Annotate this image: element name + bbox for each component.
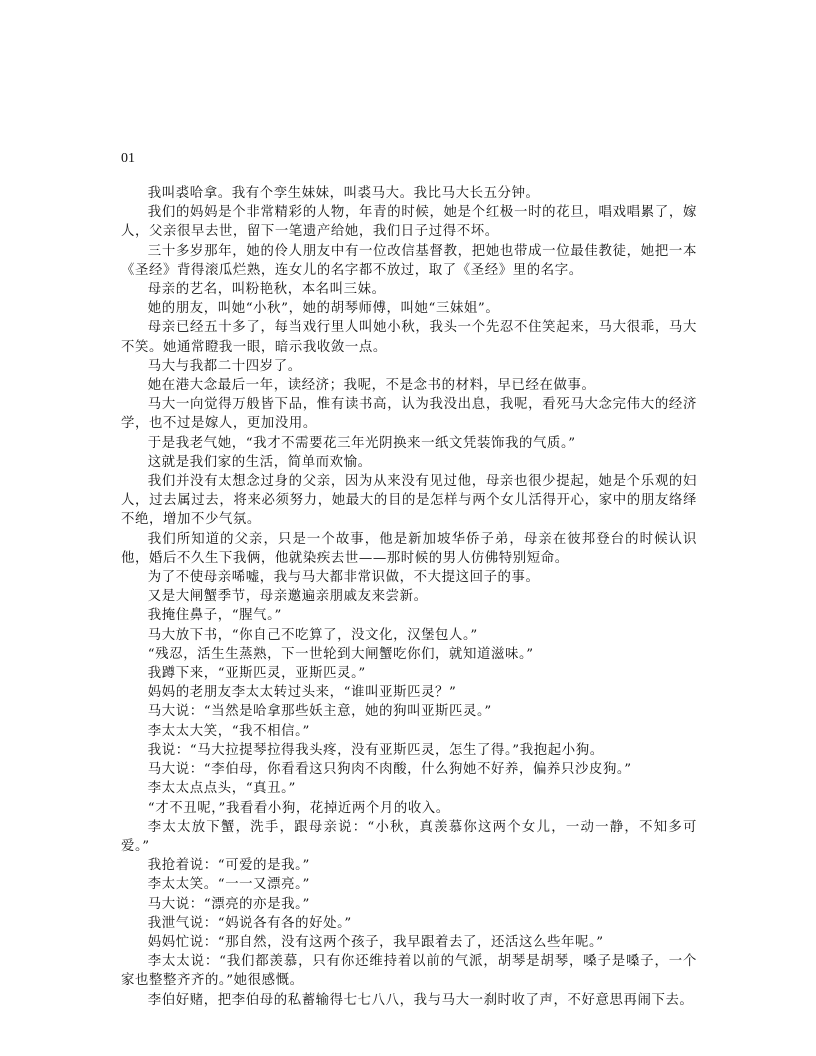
paragraph: 我抢着说：“可爱的是我。” bbox=[147, 858, 310, 874]
body-text bbox=[121, 184, 697, 1010]
paragraph: 母亲的艺名，叫粉艳秋，本名叫三妹。 bbox=[147, 282, 386, 298]
paragraph: 我蹲下来，“亚斯匹灵，亚斯匹灵。” bbox=[147, 666, 366, 682]
paragraph: 我叫裘哈拿。我有个孪生妹妹，叫裘马大。我比马大长五分钟。 bbox=[147, 186, 540, 201]
paragraph: 马大说：“漂亮的亦是我。” bbox=[147, 896, 310, 912]
paragraph: 妈妈的老朋友李太太转过头来，“谁叫亚斯匹灵？” bbox=[147, 685, 457, 701]
paragraph: 我们所知道的父亲，只是一个故事，他是新加坡华侨子弟，母亲在彼邦登台的时候认识他，婚后不久生下我俩，他就染疾去世——那时候的男人仿佛特别短命。 bbox=[121, 531, 697, 566]
paragraph: 李太太点点头，“真丑。” bbox=[147, 781, 296, 797]
paragraph: 于是我老气她，“我才不需要花三年光阴换来一纸文凭装饰我的气质。” bbox=[147, 435, 576, 451]
chapter-number: 01 bbox=[121, 151, 135, 166]
paragraph: 马大与我都二十四岁了。 bbox=[147, 358, 302, 374]
paragraph: 我泄气说：“妈说各有各的好处。” bbox=[147, 915, 352, 931]
paragraph: 又是大闸蟹季节，母亲邀遍亲朋戚友来尝新。 bbox=[147, 589, 428, 605]
paragraph: 我们的妈妈是个非常精彩的人物，年青的时候，她是个红极一时的花旦，唱戏唱累了，嫁人，父亲很早去世，留下一笔遗产给她，我们日子过得不坏。 bbox=[121, 205, 697, 240]
paragraph: 我们并没有太想念过身的父亲，因为从来没有见过他，母亲也很少提起，她是个乐观的妇人，过去属过去，将来必须努力，她最大的目的是怎样与两个女儿活得开心，家中的朋友络绎不绝，增加不少气氛。 bbox=[121, 474, 697, 528]
paragraph: 为了不使母亲唏嘘，我与马大都非常识做，不大提这回子的事。 bbox=[147, 570, 540, 586]
paragraph: 母亲已经五十多了，每当戏行里人叫她小秋，我头一个先忍不住笑起来，马大很乖，马大不笑。她通常瞪我一眼，暗示我收敛一点。 bbox=[121, 320, 697, 355]
paragraph: 三十多岁那年，她的伶人朋友中有一位改信基督教，把她也带成一位最佳教徒，她把一本《圣经》背得滚瓜烂熟，连女儿的名字都不放过，取了《圣经》里的名字。 bbox=[121, 243, 697, 278]
paragraph: 李太太放下蟹，洗手，跟母亲说：“小秋，真羡慕你这两个女儿，一动一静，不知多可爱。” bbox=[121, 819, 697, 854]
paragraph: 这就是我们家的生活，简单而欢愉。 bbox=[147, 454, 372, 470]
paragraph: 她在港大念最后一年，读经济；我呢，不是念书的材料，早已经在做事。 bbox=[147, 378, 596, 394]
paragraph: 我掩住鼻子，“腥气。” bbox=[147, 608, 282, 624]
paragraph: 妈妈忙说：“那自然，没有这两个孩子，我早跟着去了，还活这么些年呢。” bbox=[147, 934, 604, 950]
paragraph: “才不丑呢，”我看看小狗，花掉近两个月的收入。 bbox=[147, 800, 450, 816]
paragraph: 李太太说：“我们都羡慕，只有你还维持着以前的气派，胡琴是胡琴，嗓子是嗓子，一个家也整整齐齐的。”她很感慨。 bbox=[121, 954, 697, 989]
paragraph: 马大放下书，“你自己不吃算了，没文化，汉堡包人。” bbox=[147, 627, 478, 643]
paragraph: “残忍，活生生蒸熟，下一世轮到大闸蟹吃你们，就知道滋味。” bbox=[147, 646, 534, 662]
paragraph: 我说：“马大拉提琴拉得我头疼，没有亚斯匹灵，怎生了得。”我抱起小狗。 bbox=[147, 742, 604, 758]
paragraph: 李太太大笑，“我不相信。” bbox=[147, 723, 310, 739]
paragraph: 马大说：“李伯母，你看看这只狗肉不肉酸，什么狗她不好养，偏养只沙皮狗。” bbox=[147, 762, 632, 778]
paragraph: 马大一向觉得万般皆下品，惟有读书高，认为我没出息，我呢，看死马大念完伟大的经济学，也不过是嫁人，更加没用。 bbox=[121, 397, 697, 432]
paragraph: 她的朋友，叫她“小秋”，她的胡琴师傅，叫她“三妹姐”。 bbox=[147, 301, 500, 317]
paragraph: 李太太笑。“一一又漂亮。” bbox=[147, 877, 310, 893]
paragraph: 马大说：“当然是哈拿那些妖主意，她的狗叫亚斯匹灵。” bbox=[147, 704, 492, 720]
paragraph: 李伯好赌，把李伯母的私蓄输得七七八八，我与马大一刹时收了声，不好意思再闹下去。 bbox=[147, 992, 694, 1008]
